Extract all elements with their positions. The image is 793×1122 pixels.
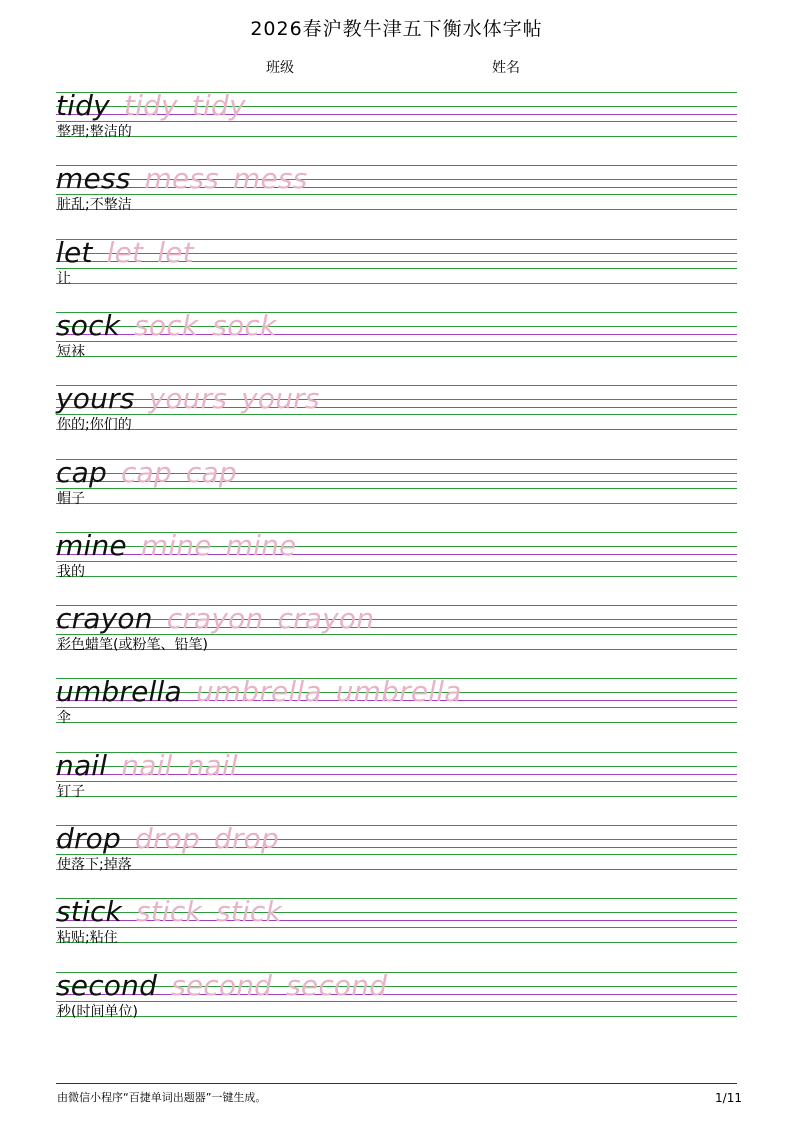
writing-guide-line xyxy=(56,136,737,137)
copybook-entry xyxy=(0,308,793,385)
writing-guide-line xyxy=(56,503,737,504)
writing-guide-line xyxy=(56,722,737,723)
word-practice-line xyxy=(56,236,194,270)
copybook-entry xyxy=(0,748,793,825)
word-practice-line xyxy=(56,895,282,929)
vocabulary-word: nail xyxy=(56,748,108,782)
word-practice-line xyxy=(56,822,279,856)
copybook-entry xyxy=(0,822,793,898)
copybook-entry xyxy=(0,895,793,971)
word-meaning: 我的 xyxy=(57,563,85,580)
tracing-word: crayon xyxy=(166,602,264,636)
writing-guide-line xyxy=(56,429,737,430)
footer-divider xyxy=(56,1083,737,1084)
tracing-word: yours xyxy=(148,382,228,416)
word-practice-line xyxy=(56,382,320,416)
tracing-word: mine xyxy=(225,528,297,562)
class-field-label: 班级 xyxy=(266,60,294,76)
vocabulary-word: drop xyxy=(56,822,121,855)
word-practice-line xyxy=(56,529,296,563)
word-meaning: 短袜 xyxy=(57,343,85,360)
word-meaning: 帽子 xyxy=(57,490,85,507)
tracing-word: let xyxy=(106,235,144,269)
tracing-word: tidy xyxy=(191,89,246,122)
tracing-word: mess xyxy=(144,162,219,196)
vocabulary-word: second xyxy=(56,968,158,1002)
copybook-entry xyxy=(0,528,793,605)
writing-guide-line xyxy=(56,209,737,210)
writing-guide-line xyxy=(56,869,737,870)
tracing-word: nail xyxy=(186,748,238,782)
name-field-label: 姓名 xyxy=(492,60,520,76)
page-number: 1/11 xyxy=(715,1091,742,1105)
tracing-word: second xyxy=(171,968,273,1002)
word-meaning: 秒(时间单位) xyxy=(57,1003,138,1020)
vocabulary-word: let xyxy=(56,235,93,269)
word-practice-line xyxy=(56,749,238,783)
tracing-word: umbrella xyxy=(335,675,462,709)
tracing-word: sock xyxy=(134,308,199,342)
word-practice-line xyxy=(56,602,374,636)
copybook-entry xyxy=(0,382,793,458)
writing-guide-line xyxy=(56,796,737,797)
vocabulary-word: yours xyxy=(56,382,135,416)
word-practice-line xyxy=(56,675,462,709)
tracing-word: let xyxy=(157,235,194,269)
vocabulary-word: cap xyxy=(56,455,107,489)
word-practice-line xyxy=(56,456,237,490)
tracing-word: mess xyxy=(232,162,308,196)
tracing-word: sock xyxy=(212,308,277,342)
tracing-word: nail xyxy=(121,748,173,782)
vocabulary-word: mess xyxy=(56,162,131,196)
word-meaning: 使落下;掉落 xyxy=(57,857,132,873)
vocabulary-word: stick xyxy=(56,895,122,929)
copybook-entry xyxy=(0,235,793,312)
page-title: 2026春沪教牛津五下衡水体字帖 xyxy=(250,18,543,40)
vocabulary-word: crayon xyxy=(56,602,153,636)
word-practice-line xyxy=(56,89,246,123)
word-meaning: 让 xyxy=(57,270,71,287)
writing-guide-line xyxy=(56,942,737,943)
writing-guide-line xyxy=(56,1016,737,1017)
tracing-word: cap xyxy=(120,455,172,489)
writing-guide-line xyxy=(56,283,737,284)
writing-guide-line xyxy=(56,576,737,577)
vocabulary-word: tidy xyxy=(56,89,110,122)
word-meaning: 脏乱;不整洁 xyxy=(57,197,132,214)
tracing-word: drop xyxy=(135,822,200,855)
word-meaning: 整理;整洁的 xyxy=(57,124,132,140)
copybook-entry xyxy=(0,602,793,678)
tracing-word: crayon xyxy=(277,602,375,636)
copybook-entry xyxy=(0,675,793,751)
word-meaning: 彩色蜡笔(或粉笔、铅笔) xyxy=(57,637,208,654)
tracing-word: drop xyxy=(214,822,279,855)
tracing-word: yours xyxy=(241,382,320,416)
tracing-word: mine xyxy=(140,528,212,562)
writing-guide-line xyxy=(56,356,737,357)
copybook-entry xyxy=(0,162,793,238)
tracing-word: cap xyxy=(185,455,237,489)
copybook-entry xyxy=(0,89,793,165)
vocabulary-word: umbrella xyxy=(56,675,182,709)
word-meaning: 钉子 xyxy=(57,783,85,800)
tracing-word: second xyxy=(286,968,388,1002)
tracing-word: umbrella xyxy=(195,675,322,709)
vocabulary-word: sock xyxy=(56,308,121,342)
tracing-word: stick xyxy=(135,895,202,929)
word-meaning: 伞 xyxy=(57,710,71,727)
word-practice-line xyxy=(56,309,276,343)
copybook-entry xyxy=(0,455,793,532)
tracing-word: stick xyxy=(215,895,282,929)
copybook-entry xyxy=(0,968,793,1045)
word-practice-line xyxy=(56,162,307,196)
word-meaning: 粘贴;粘住 xyxy=(57,930,118,947)
tracing-word: tidy xyxy=(123,89,178,122)
vocabulary-word: mine xyxy=(56,528,127,562)
footer-credit: 由微信小程序“百捷单词出题器”一键生成。 xyxy=(57,1091,267,1104)
word-practice-line xyxy=(56,969,387,1003)
word-meaning: 你的;你们的 xyxy=(57,417,132,434)
